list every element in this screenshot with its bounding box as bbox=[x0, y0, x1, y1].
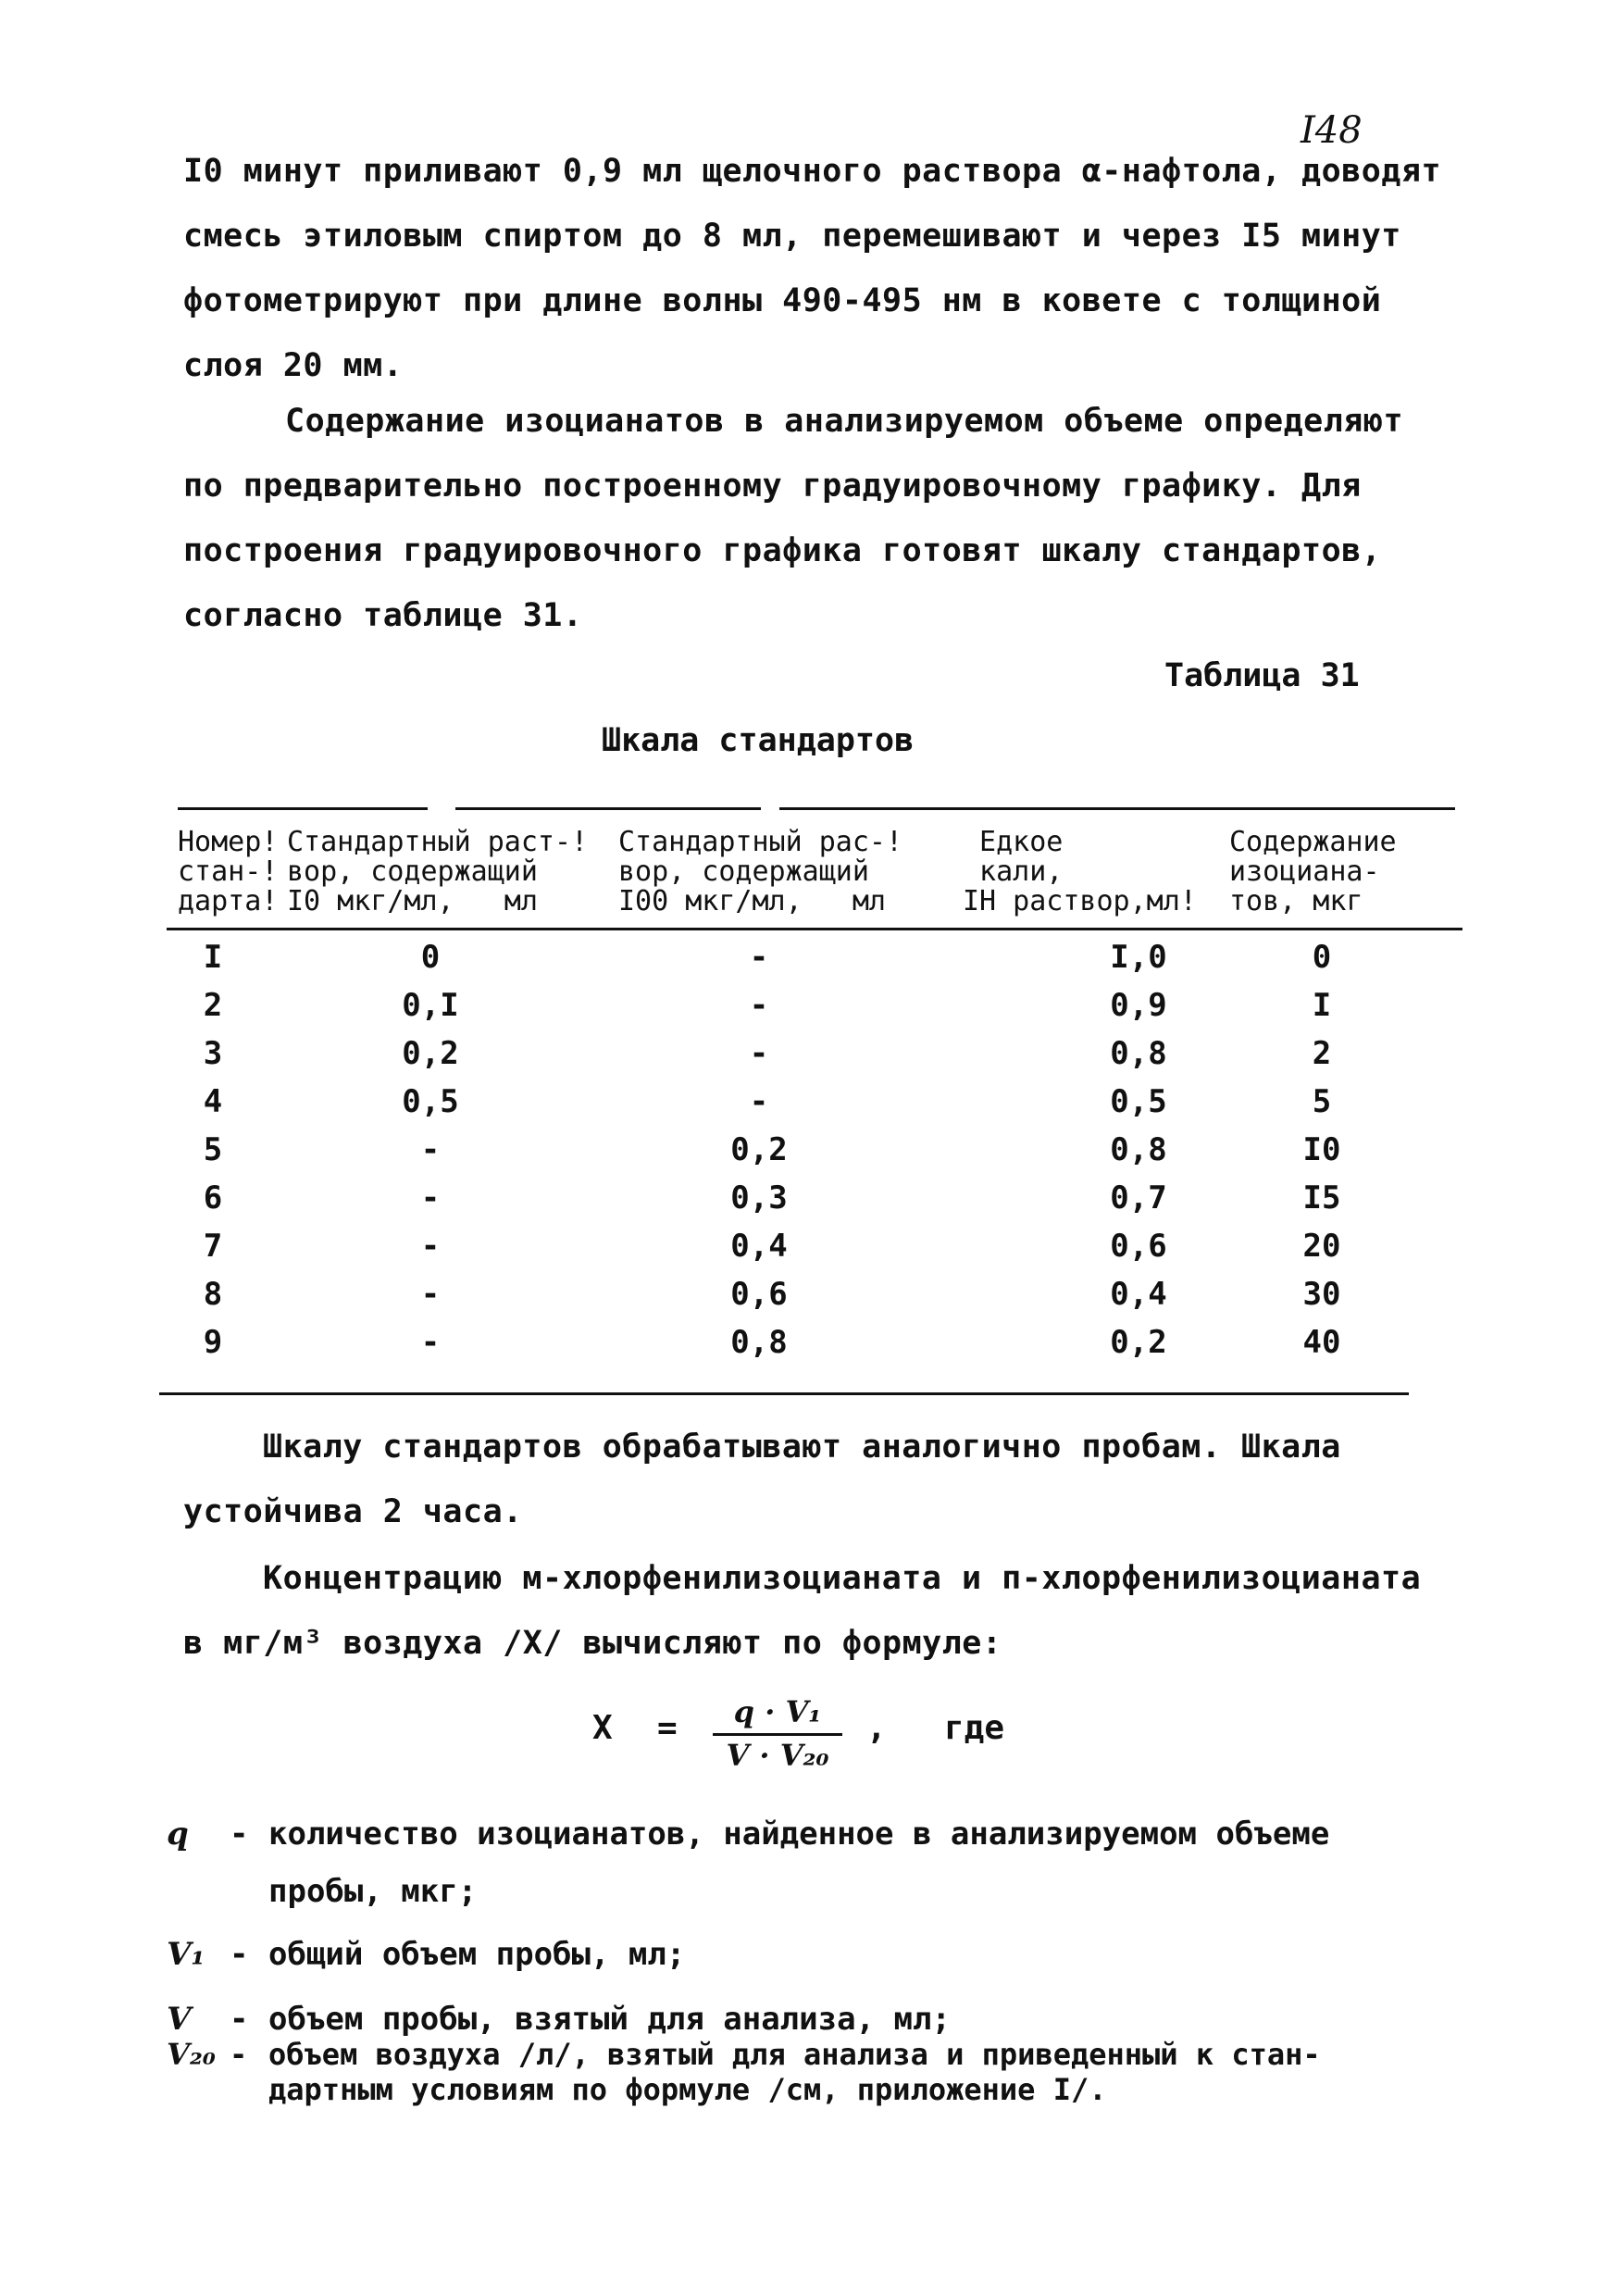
definition-symbol: q bbox=[167, 1816, 189, 1853]
table-row bbox=[167, 1131, 1462, 1179]
cell-standard-100: 0,6 bbox=[730, 1276, 788, 1313]
fraction-bar bbox=[713, 1733, 842, 1736]
cell-number: 4 bbox=[203, 1083, 223, 1120]
cell-potassium-hydroxide: 0,2 bbox=[1110, 1324, 1167, 1361]
cell-standard-10: 0,I bbox=[402, 987, 459, 1024]
table-title: Шкала стандартов bbox=[602, 722, 915, 759]
paragraph-concentration: Концентрацию м-хлорфенилизоцианата и п-хлорфенилизоцианата в мг/м³ воздуха /Х/ вычисляют по формуле: bbox=[183, 1560, 1422, 1662]
definition-symbol: V₂₀ bbox=[167, 2037, 216, 2072]
cell-isocyanate-content: 20 bbox=[1302, 1228, 1341, 1265]
cell-number: 8 bbox=[203, 1276, 223, 1313]
definition-item bbox=[167, 1805, 1462, 1920]
cell-standard-100: - bbox=[749, 987, 769, 1024]
cell-potassium-hydroxide: 0,4 bbox=[1110, 1276, 1167, 1313]
table-row bbox=[167, 1324, 1462, 1372]
definition-text: общий объем пробы, мл; bbox=[268, 1936, 686, 1973]
cell-standard-10: - bbox=[420, 1276, 441, 1313]
table-header bbox=[167, 828, 1462, 930]
cell-isocyanate-content: 2 bbox=[1312, 1035, 1332, 1072]
definition-text: объем пробы, взятый для анализа, мл; bbox=[268, 2001, 951, 2038]
table-row bbox=[167, 1035, 1462, 1083]
cell-isocyanate-content: I0 bbox=[1302, 1131, 1341, 1168]
definition-text: объем воздуха /л/, взятый для анализа и приведенный к стан- bbox=[268, 2037, 1321, 2072]
cell-standard-10: - bbox=[420, 1228, 441, 1265]
table-row bbox=[167, 939, 1462, 987]
header-rule bbox=[167, 928, 1462, 930]
cell-standard-10: 0,2 bbox=[402, 1035, 459, 1072]
formula-comma: , bbox=[866, 1709, 887, 1747]
cell-standard-100: 0,2 bbox=[730, 1131, 788, 1168]
paragraph-calibration: Содержание изоцианатов в анализируемом объеме определяют по предварительно построенному градуировочному графику. Для построения градуировочного графика готовят шкалу стандартов, согласно таблице 31. bbox=[183, 403, 1404, 634]
page-number: I48 bbox=[1301, 109, 1363, 152]
formula-fraction bbox=[713, 1694, 842, 1775]
cell-standard-100: 0,3 bbox=[730, 1179, 788, 1217]
table-top-rule bbox=[779, 807, 1455, 810]
definition-dash: - bbox=[230, 2037, 248, 2072]
definition-dash: - bbox=[230, 2001, 249, 2038]
cell-standard-10: 0 bbox=[420, 939, 441, 976]
cell-potassium-hydroxide: 0,8 bbox=[1110, 1131, 1167, 1168]
formula-numerator: q · V₁ bbox=[733, 1694, 822, 1729]
paragraph-procedure: I0 минут приливают 0,9 мл щелочного раствора α-нафтола, доводят смесь этиловым спиртом до 8 мл, перемешивают и через I5 минут фотометрируют при длине волны 490-495 нм в ковете с толщиной слоя 20 мм. bbox=[183, 153, 1442, 384]
cell-isocyanate-content: I bbox=[1312, 987, 1332, 1024]
cell-standard-100: - bbox=[749, 1035, 769, 1072]
table-row bbox=[167, 1228, 1462, 1276]
table-bottom-rule bbox=[159, 1392, 1409, 1395]
formula-where: где bbox=[944, 1709, 1005, 1747]
table-caption: Таблица 31 bbox=[1164, 657, 1360, 694]
cell-isocyanate-content: 40 bbox=[1302, 1324, 1341, 1361]
cell-standard-100: 0,8 bbox=[730, 1324, 788, 1361]
definition-text: количество изоцианатов, найденное в анализируемом объеме bbox=[268, 1816, 1330, 1853]
cell-number: 5 bbox=[203, 1131, 223, 1168]
cell-isocyanate-content: 30 bbox=[1302, 1276, 1341, 1313]
table-row bbox=[167, 1276, 1462, 1324]
cell-potassium-hydroxide: 0,7 bbox=[1110, 1179, 1167, 1217]
header-standard-100: Стандартный рас-! вор, содержащий I00 мкг/мл, мл bbox=[618, 826, 903, 917]
definition-continuation: дартным условиям по формуле /см, приложение I/. bbox=[268, 2072, 1107, 2107]
table-top-rule bbox=[178, 807, 428, 810]
header-potassium-hydroxide: Едкое кали, IН раствор,мл! bbox=[963, 826, 1197, 917]
cell-isocyanate-content: 0 bbox=[1312, 939, 1332, 976]
cell-number: 2 bbox=[203, 987, 223, 1024]
header-isocyanate-content: Содержание изоциана- тов, мкг bbox=[1229, 826, 1397, 917]
formula-lhs: X bbox=[592, 1709, 613, 1747]
cell-standard-10: - bbox=[420, 1179, 441, 1217]
cell-standard-100: - bbox=[749, 1083, 769, 1120]
cell-potassium-hydroxide: 0,5 bbox=[1110, 1083, 1167, 1120]
cell-number: 9 bbox=[203, 1324, 223, 1361]
cell-standard-10: 0,5 bbox=[402, 1083, 459, 1120]
paragraph-scale-processing: Шкалу стандартов обрабатывают аналогично пробам. Шкала устойчива 2 часа. bbox=[183, 1429, 1341, 1530]
cell-isocyanate-content: I5 bbox=[1302, 1179, 1341, 1217]
cell-standard-10: - bbox=[420, 1131, 441, 1168]
cell-standard-100: 0,4 bbox=[730, 1228, 788, 1265]
definition-dash: - bbox=[230, 1816, 249, 1853]
formula-equals: = bbox=[657, 1709, 678, 1747]
definition-symbol: V bbox=[167, 2001, 192, 2038]
table-row bbox=[167, 1083, 1462, 1131]
cell-potassium-hydroxide: 0,8 bbox=[1110, 1035, 1167, 1072]
header-standard-10: Стандартный раст-! вор, содержащий I0 мкг/мл, мл bbox=[287, 826, 589, 917]
table-row bbox=[167, 1179, 1462, 1228]
cell-number: 6 bbox=[203, 1179, 223, 1217]
cell-potassium-hydroxide: I,0 bbox=[1110, 939, 1167, 976]
definition-continuation: пробы, мкг; bbox=[268, 1873, 478, 1910]
definition-item bbox=[167, 2037, 1462, 2111]
formula-denominator: V · V₂₀ bbox=[726, 1738, 829, 1773]
cell-number: 3 bbox=[203, 1035, 223, 1072]
cell-potassium-hydroxide: 0,9 bbox=[1110, 987, 1167, 1024]
definition-item bbox=[167, 1926, 1462, 1983]
header-number: Номер! стан-! дарта! bbox=[178, 826, 279, 917]
cell-standard-10: - bbox=[420, 1324, 441, 1361]
concentration-formula bbox=[592, 1694, 1074, 1778]
cell-isocyanate-content: 5 bbox=[1312, 1083, 1332, 1120]
cell-number: 7 bbox=[203, 1228, 223, 1265]
definition-dash: - bbox=[230, 1936, 249, 1973]
table-top-rule bbox=[455, 807, 761, 810]
cell-potassium-hydroxide: 0,6 bbox=[1110, 1228, 1167, 1265]
cell-number: I bbox=[203, 939, 223, 976]
definition-symbol: V₁ bbox=[167, 1936, 205, 1973]
cell-standard-100: - bbox=[749, 939, 769, 976]
table-row bbox=[167, 987, 1462, 1035]
